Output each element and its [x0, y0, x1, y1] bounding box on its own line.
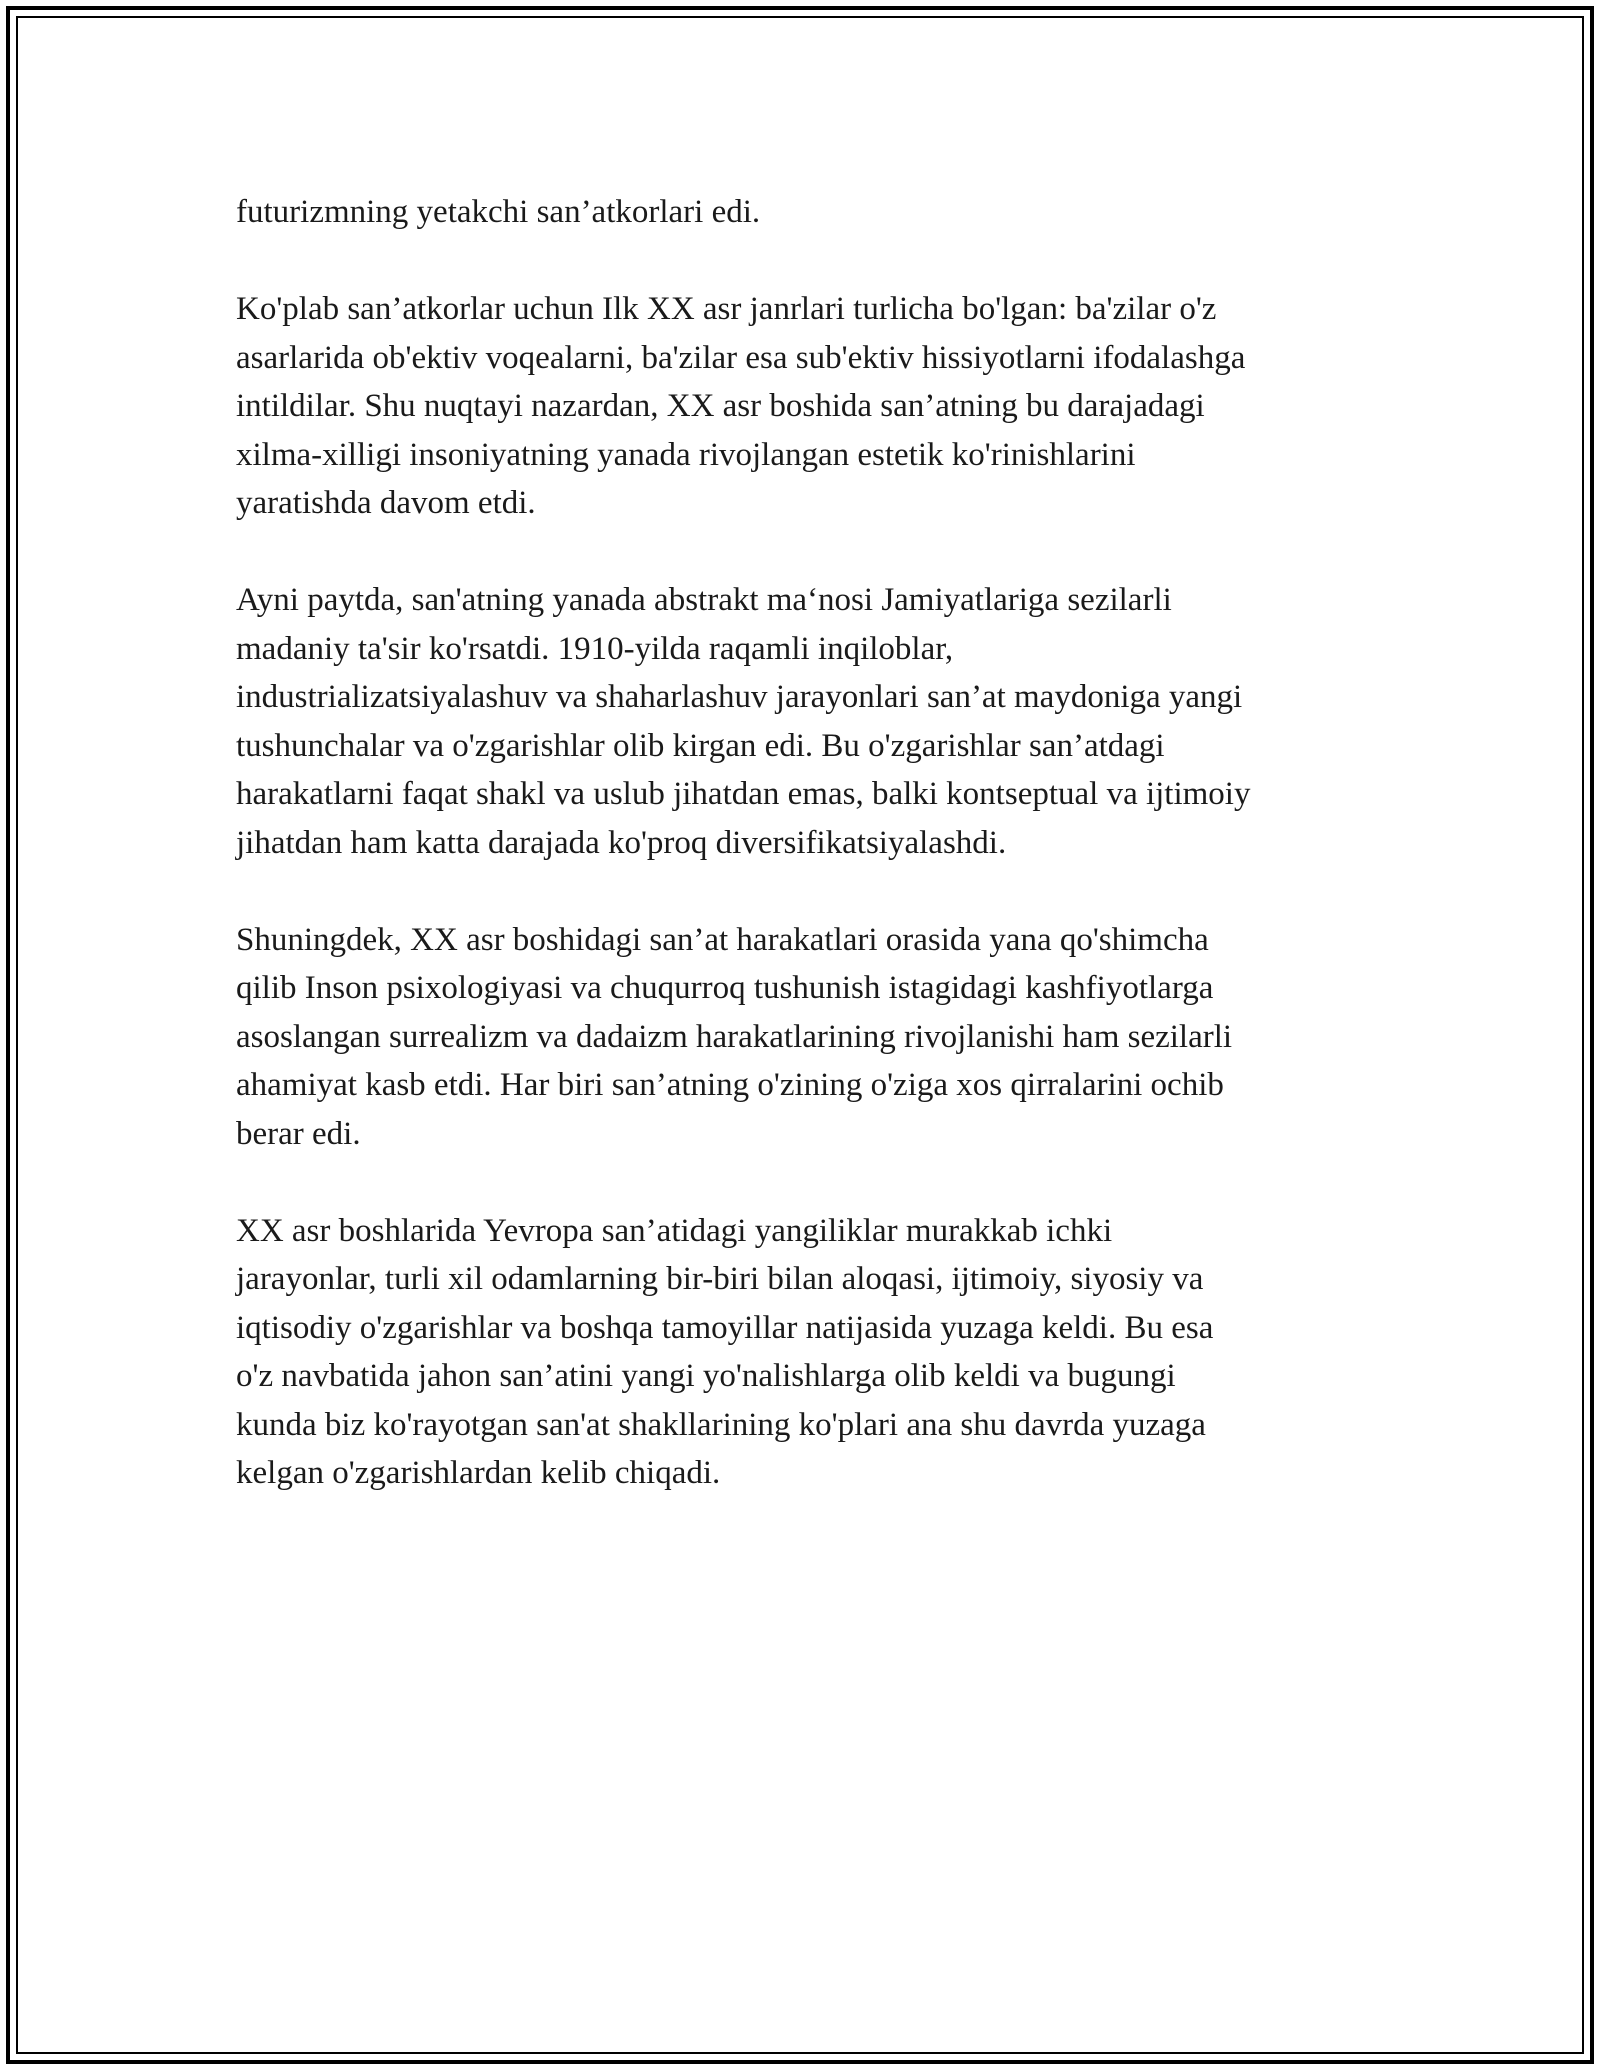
- document-body: [236, 188, 1376, 1546]
- paragraph-1: futurizmning yetakchi san’atkorlari edi.: [236, 194, 761, 230]
- paragraph-5: XX asr boshlarida Yevropa san’atidagi yangiliklar murakkab ichki jarayonlar, turli xil odamlarning bir-biri bilan aloqasi, ijtimoiy, siyosiy va iqtisodiy o'zgarishlar va boshqa tamoyillar natijasida yuzaga keldi. Bu esa o'z navbatida jahon san’atini yangi yo'nalishlarga olib keldi va bugungi kunda biz ko'rayotgan san'at shakllarining ko'plari ana shu davrda yuzaga kelgan o'zgarishlardan kelib chiqadi.: [236, 1212, 1214, 1491]
- paragraph-4: Shuningdek, XX asr boshidagi san’at harakatlari orasida yana qo'shimcha qilib Inson psixologiyasi va chuqurroq tushunish istagidagi kashfiyotlarga asoslangan surrealizm va dadaizm harakatlarining rivojlanishi ham sezilarli ahamiyat kasb etdi. Har biri san’atning o'zining o'ziga xos qirralarini ochib berar edi.: [236, 921, 1233, 1152]
- paragraph-3: Ayni paytda, san'atning yanada abstrakt ma‘nosi Jamiyatlariga sezilarli madaniy ta'sir ko'rsatdi. 1910-yilda raqamli inqiloblar, industrializatsiyalashuv va shaharlashuv jarayonlari san’at maydoniga yangi tushunchalar va o'zgarishlar olib kirgan edi. Bu o'zgarishlar san’atdagi harakatlarni faqat shakl va uslub jihatdan emas, balki kontseptual va ijtimoiy jihatdan ham katta darajada ko'proq diversifikatsiyalashdi.: [236, 582, 1251, 861]
- paragraph-2: Ko'plab san’atkorlar uchun Ilk XX asr janrlari turlicha bo'lgan: ba'zilar o'z asarlarida ob'ektiv voqealarni, ba'zilar esa sub'ektiv hissiyotlarni ifodalashga intildilar. Shu nuqtayi nazardan, XX asr boshida san’atning bu darajadagi xilma-xilligi insoniyatning yanada rivojlangan estetik ko'rinishlarini yaratishda davom etdi.: [236, 291, 1246, 521]
